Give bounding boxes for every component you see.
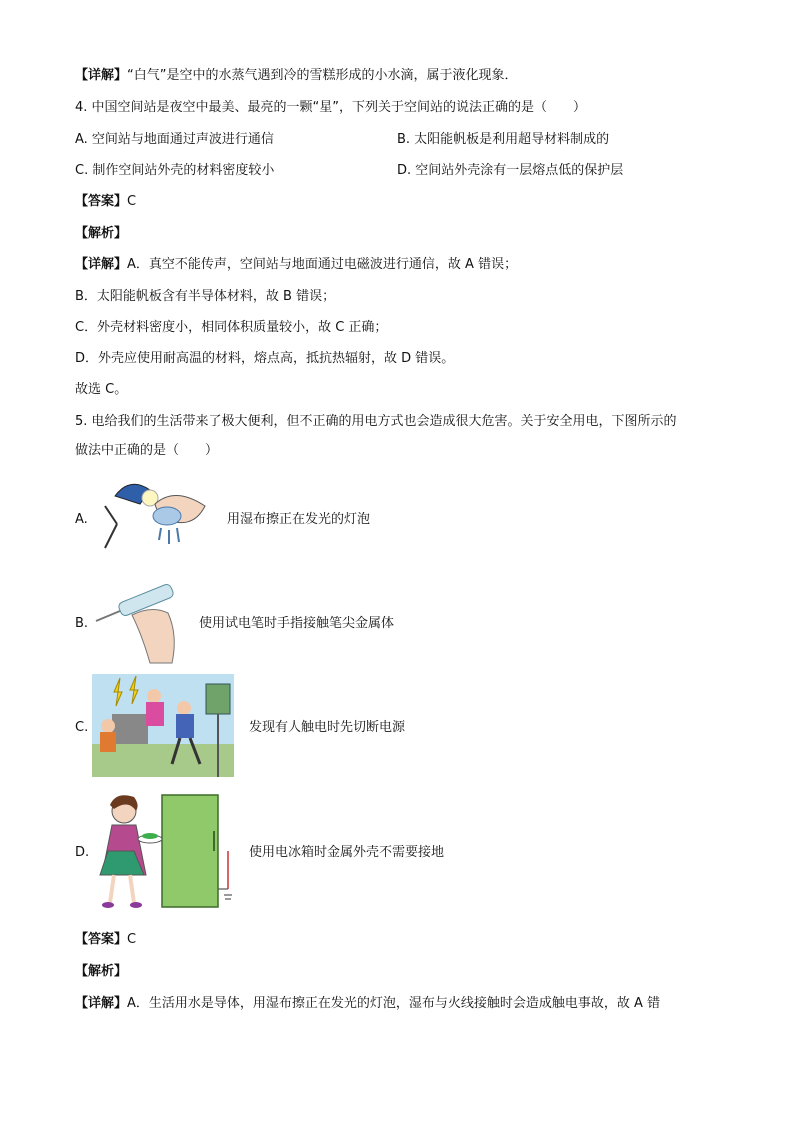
answer-tag: 【答案】 [75, 194, 128, 209]
detail-text: “白气”是空中的水蒸气遇到冷的雪糕形成的小水滴，属于液化现象． [127, 68, 518, 83]
top-detail-line [75, 66, 518, 86]
q5-option-c-letter: C. [75, 720, 89, 735]
q4-detail-line-1 [75, 255, 517, 275]
fridge-illustration [94, 791, 238, 913]
q4-stem: 4. 中国空间站是夜空中最美、最亮的一颗“星”，下列关于空间站的说法正确的是（ ） [75, 100, 587, 115]
q4-detail-line-4: D．外壳应使用耐高温的材料，熔点高，抵抗热辐射，故 D 错误。 [75, 351, 455, 366]
answer-value: C [127, 194, 137, 209]
q4-option-a: A. 空间站与地面通过声波进行通信 [75, 132, 274, 147]
detail-text: A．生活用水是导体，用湿布擦正在发光的灯泡，湿布与火线接触时会造成触电事故，故 A 错 [127, 996, 661, 1011]
q4-detail-line-3: C．外壳材料密度小，相同体积质量较小，故 C 正确； [75, 320, 388, 335]
q5-option-b-caption: 使用试电笔时手指接触笔尖金属体 [199, 616, 395, 631]
detail-tag: 【详解】 [75, 257, 128, 272]
detail-text: A．真空不能传声，空间站与地面通过电磁波进行通信，故 A 错误； [127, 257, 518, 272]
detail-tag: 【详解】 [75, 68, 128, 83]
q4-option-b: B. 太阳能帆板是利用超导材料制成的 [397, 132, 610, 147]
q5-option-b-letter: B. [75, 616, 89, 631]
q4-answer [75, 192, 136, 212]
q5-stem-line-2: 做法中正确的是（ ） [75, 443, 219, 458]
lamp-wet-cloth-illustration [95, 476, 213, 556]
q5-analysis-tag: 【解析】 [75, 964, 128, 979]
q4-analysis-tag: 【解析】 [75, 226, 128, 241]
q5-option-d-caption: 使用电冰箱时金属外壳不需要接地 [249, 845, 445, 860]
q5-detail-line-1 [75, 994, 660, 1014]
answer-value: C [127, 932, 137, 947]
detail-tag: 【详解】 [75, 996, 128, 1011]
q5-answer [75, 930, 136, 950]
answer-tag: 【答案】 [75, 932, 128, 947]
q5-option-a-letter: A. [75, 512, 88, 527]
test-pen-illustration [92, 575, 188, 665]
q5-option-c-caption: 发现有人触电时先切断电源 [249, 720, 406, 735]
q4-option-d: D. 空间站外壳涂有一层熔点低的保护层 [397, 163, 624, 178]
q5-option-d-letter: D. [75, 845, 90, 860]
q5-stem-line-1: 5. 电给我们的生活带来了极大便利，但不正确的用电方式也会造成很大危害。关于安全用电，下图所示的 [75, 414, 677, 429]
q4-detail-line-2: B．太阳能帆板含有半导体材料，故 B 错误； [75, 289, 336, 304]
q4-option-c: C. 制作空间站外壳的材料密度较小 [75, 163, 275, 178]
q5-option-a-caption: 用湿布擦正在发光的灯泡 [227, 512, 371, 527]
cut-power-illustration [92, 674, 234, 777]
q4-detail-line-5: 故选 C。 [75, 382, 128, 397]
